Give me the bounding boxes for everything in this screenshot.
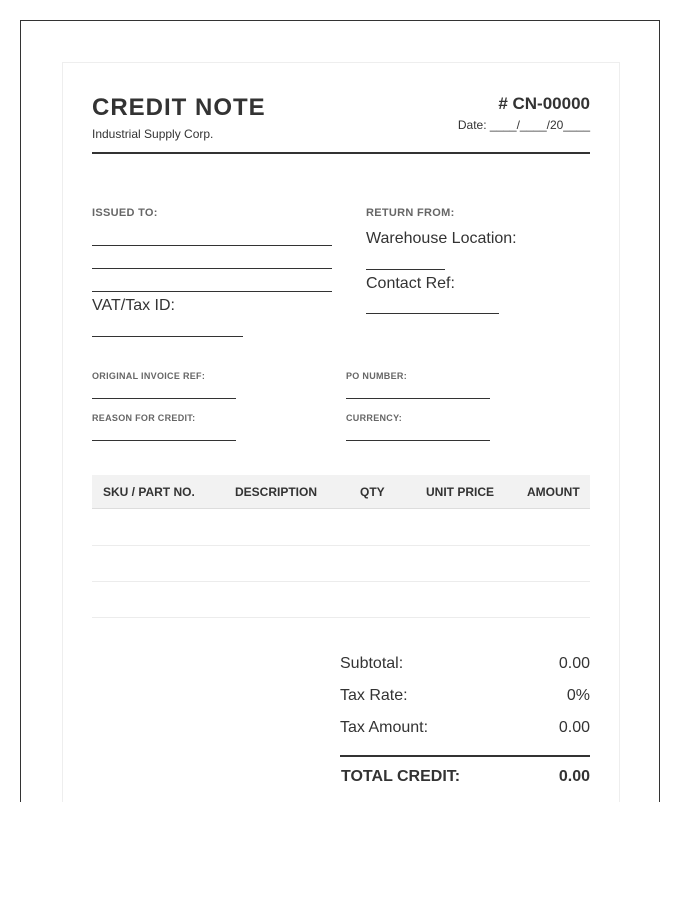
total-credit-value: 0.00 <box>558 768 590 785</box>
tax-amount-label: Tax Amount: <box>340 719 429 736</box>
totals-divider <box>340 755 590 757</box>
credit-note-number: # CN-00000 <box>498 94 590 113</box>
table-row[interactable] <box>92 581 590 582</box>
total-credit-label: TOTAL CREDIT: <box>341 768 461 785</box>
issued-to-line-3[interactable] <box>92 291 332 292</box>
contact-ref-line[interactable] <box>366 313 499 314</box>
tax-rate-label: Tax Rate: <box>340 687 408 704</box>
subtotal-value: 0.00 <box>558 655 590 672</box>
tax-rate-value: 0% <box>566 687 590 704</box>
po-number-label: PO NUMBER: <box>346 371 407 381</box>
company-name: Industrial Supply Corp. <box>92 127 214 141</box>
reason-for-credit-label: REASON FOR CREDIT: <box>92 413 196 423</box>
column-header-description: DESCRIPTION <box>235 485 318 499</box>
vat-tax-id-line[interactable] <box>92 336 243 337</box>
table-header <box>92 475 590 509</box>
issued-to-line-2[interactable] <box>92 268 332 269</box>
document-title: CREDIT NOTE <box>92 94 266 121</box>
tax-amount-value: 0.00 <box>558 719 590 736</box>
contact-ref-label: Contact Ref: <box>366 275 455 292</box>
original-invoice-ref-label: ORIGINAL INVOICE REF: <box>92 371 206 381</box>
table-row[interactable] <box>92 545 590 546</box>
po-number-line[interactable] <box>346 398 490 399</box>
vat-tax-id-label: VAT/Tax ID: <box>92 297 175 314</box>
subtotal-label: Subtotal: <box>340 655 404 672</box>
header-divider <box>92 152 590 154</box>
currency-label: CURRENCY: <box>346 413 403 423</box>
table-row[interactable] <box>92 617 590 618</box>
column-header-unit-price: UNIT PRICE <box>426 485 495 499</box>
warehouse-location-line[interactable] <box>366 269 445 270</box>
issued-to-line-1[interactable] <box>92 245 332 246</box>
column-header-amount: AMOUNT <box>527 485 580 499</box>
column-header-sku: SKU / PART NO. <box>103 485 195 499</box>
warehouse-location-label: Warehouse Location: <box>366 230 517 247</box>
column-header-qty: QTY <box>360 485 385 499</box>
currency-line[interactable] <box>346 440 490 441</box>
date-field: Date: ____/____/20____ <box>457 118 590 132</box>
reason-for-credit-line[interactable] <box>92 440 236 441</box>
original-invoice-ref-line[interactable] <box>92 398 236 399</box>
issued-to-label: ISSUED TO: <box>92 207 158 219</box>
return-from-label: RETURN FROM: <box>366 207 455 219</box>
